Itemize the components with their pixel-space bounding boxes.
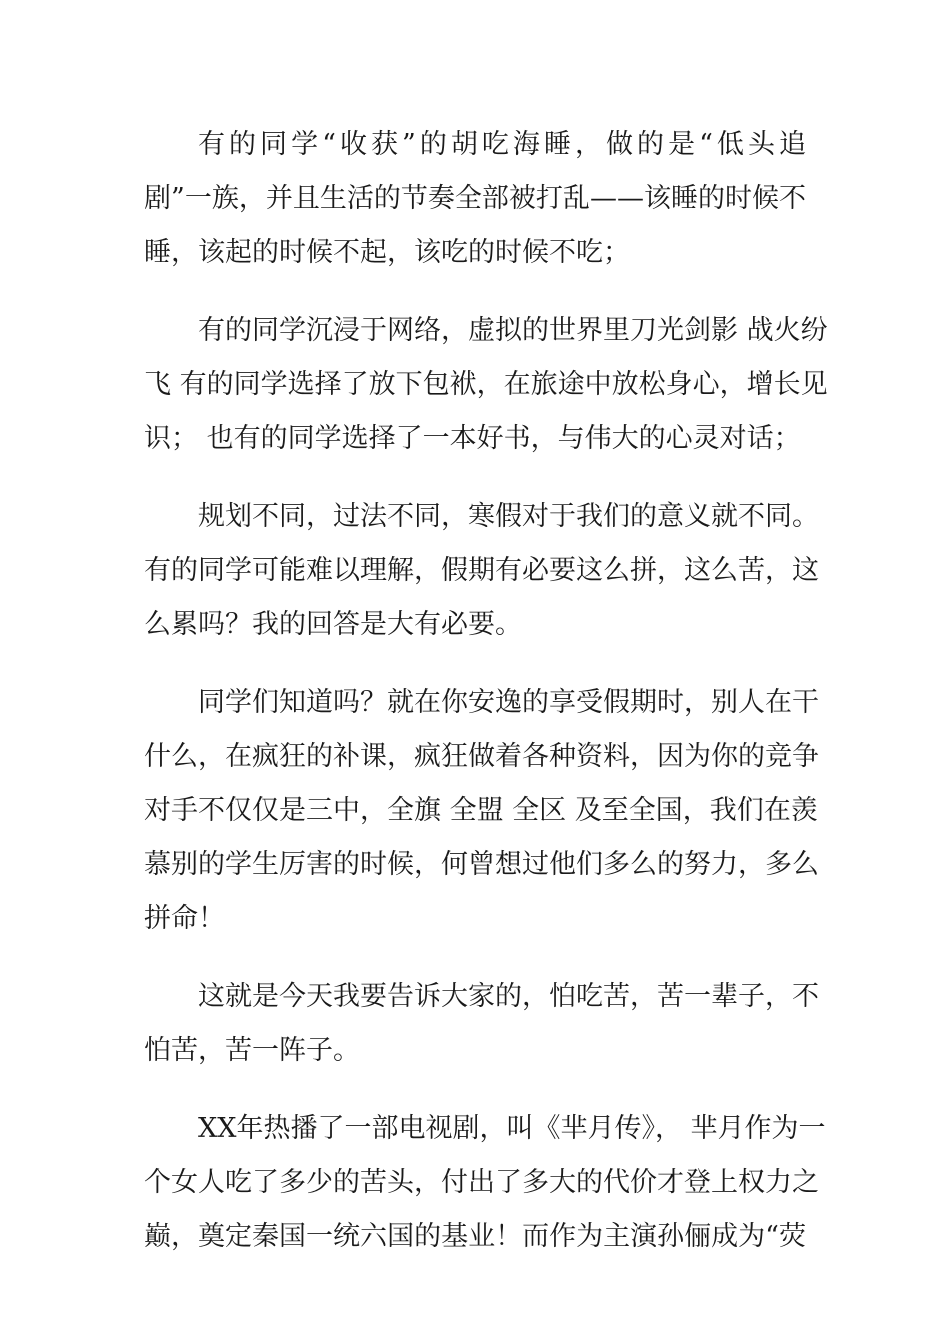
text-line: 同学们知道吗？就在你安逸的享受假期时，别人在干 [198,687,819,718]
text-line: 有的同学沉浸于网络，虚拟的世界里刀光剑影 战火纷 [198,315,828,346]
text-line: 么累吗？我的回答是大有必要。 [144,609,522,640]
paragraph [144,118,806,280]
text-line: 慕别的学生厉害的时候，何曾想过他们多么的努力，多么 [144,849,819,880]
text-line: 有的同学可能难以理解，假期有必要这么拼，这么苦，这 [144,555,819,586]
paragraph [144,304,828,466]
paragraph [144,1102,826,1264]
text-line: 飞 有的同学选择了放下包袱，在旅途中放松身心，增长见 [144,369,828,400]
text-line: 个女人吃了多少的苦头，付出了多大的代价才登上权力之 [144,1167,819,1198]
paragraph [144,490,819,652]
text-line: 拼命！ [144,903,225,934]
text-line: XX年热播了一部电视剧，叫《芈月传》， 芈月作为一 [198,1113,826,1144]
text-line: 巅，奠定秦国一统六国的基业！而作为主演孙俪成为“荧 [144,1221,806,1252]
body-text [144,118,828,1264]
text-line: 对手不仅仅是三中，全旗 全盟 全区 及至全国，我们在羡 [144,795,818,826]
text-line: 有的同学“收获”的胡吃海睡，做的是“低头追 [198,129,806,160]
text-line: 什么，在疯狂的补课，疯狂做着各种资料，因为你的竞争 [144,741,819,772]
paragraph [144,970,819,1078]
text-line: 这就是今天我要告诉大家的，怕吃苦，苦一辈子，不 [198,981,819,1012]
paragraph [144,676,819,946]
text-line: 睡，该起的时候不起，该吃的时候不吃； [144,237,630,268]
text-line: 识； 也有的同学选择了一本好书，与伟大的心灵对话； [144,423,801,454]
text-line: 规划不同，过法不同，寒假对于我们的意义就不同。 [198,501,819,532]
text-line: 剧”一族，并且生活的节奏全部被打乱——该睡的时候不 [144,183,806,214]
text-line: 怕苦，苦一阵子。 [144,1035,360,1066]
